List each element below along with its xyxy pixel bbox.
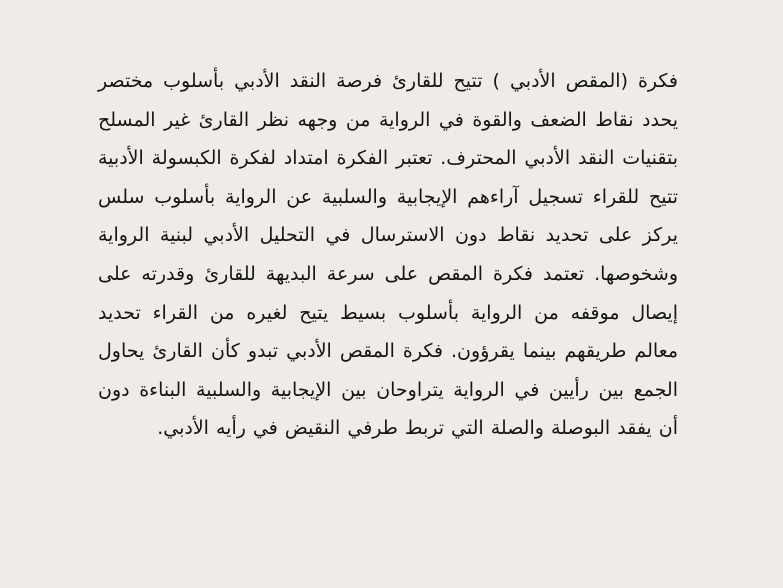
- article-paragraph: فكرة (المقص الأدبي ) تتيح للقارئ فرصة النقد الأدبي بأسلوب مختصر يحدد نقاط الضعف والقوة في الرواية من وجهه نظر القارئ غير المسلح بتقنيات النقد الأدبي المحترف. تعتبر الفكرة امتداد لفكرة الكبسولة الأدبية تتيح للقراء تسجيل آراءهم الإيجابية والسلبية عن الرواية بأسلوب سلس يركز على تحديد نقاط دون الاسترسال في التحليل الأدبي لبنية الرواية وشخوصها. تعتمد فكرة المقص على سرعة البديهة للقارئ وقدرته على إيصال موقفه من الرواية بأسلوب بسيط يتيح لغيره من القراء تحديد معالم طريقهم بينما يقرؤون. فكرة المقص الأدبي تبدو كأن القارئ يحاول الجمع بين رأيين في الرواية يتراوحان بين الإيجابية والسلبية البناءة دون أن يفقد البوصلة والصلة التي تربط طرفي النقيض في رأيه الأدبي.: [98, 70, 678, 440]
